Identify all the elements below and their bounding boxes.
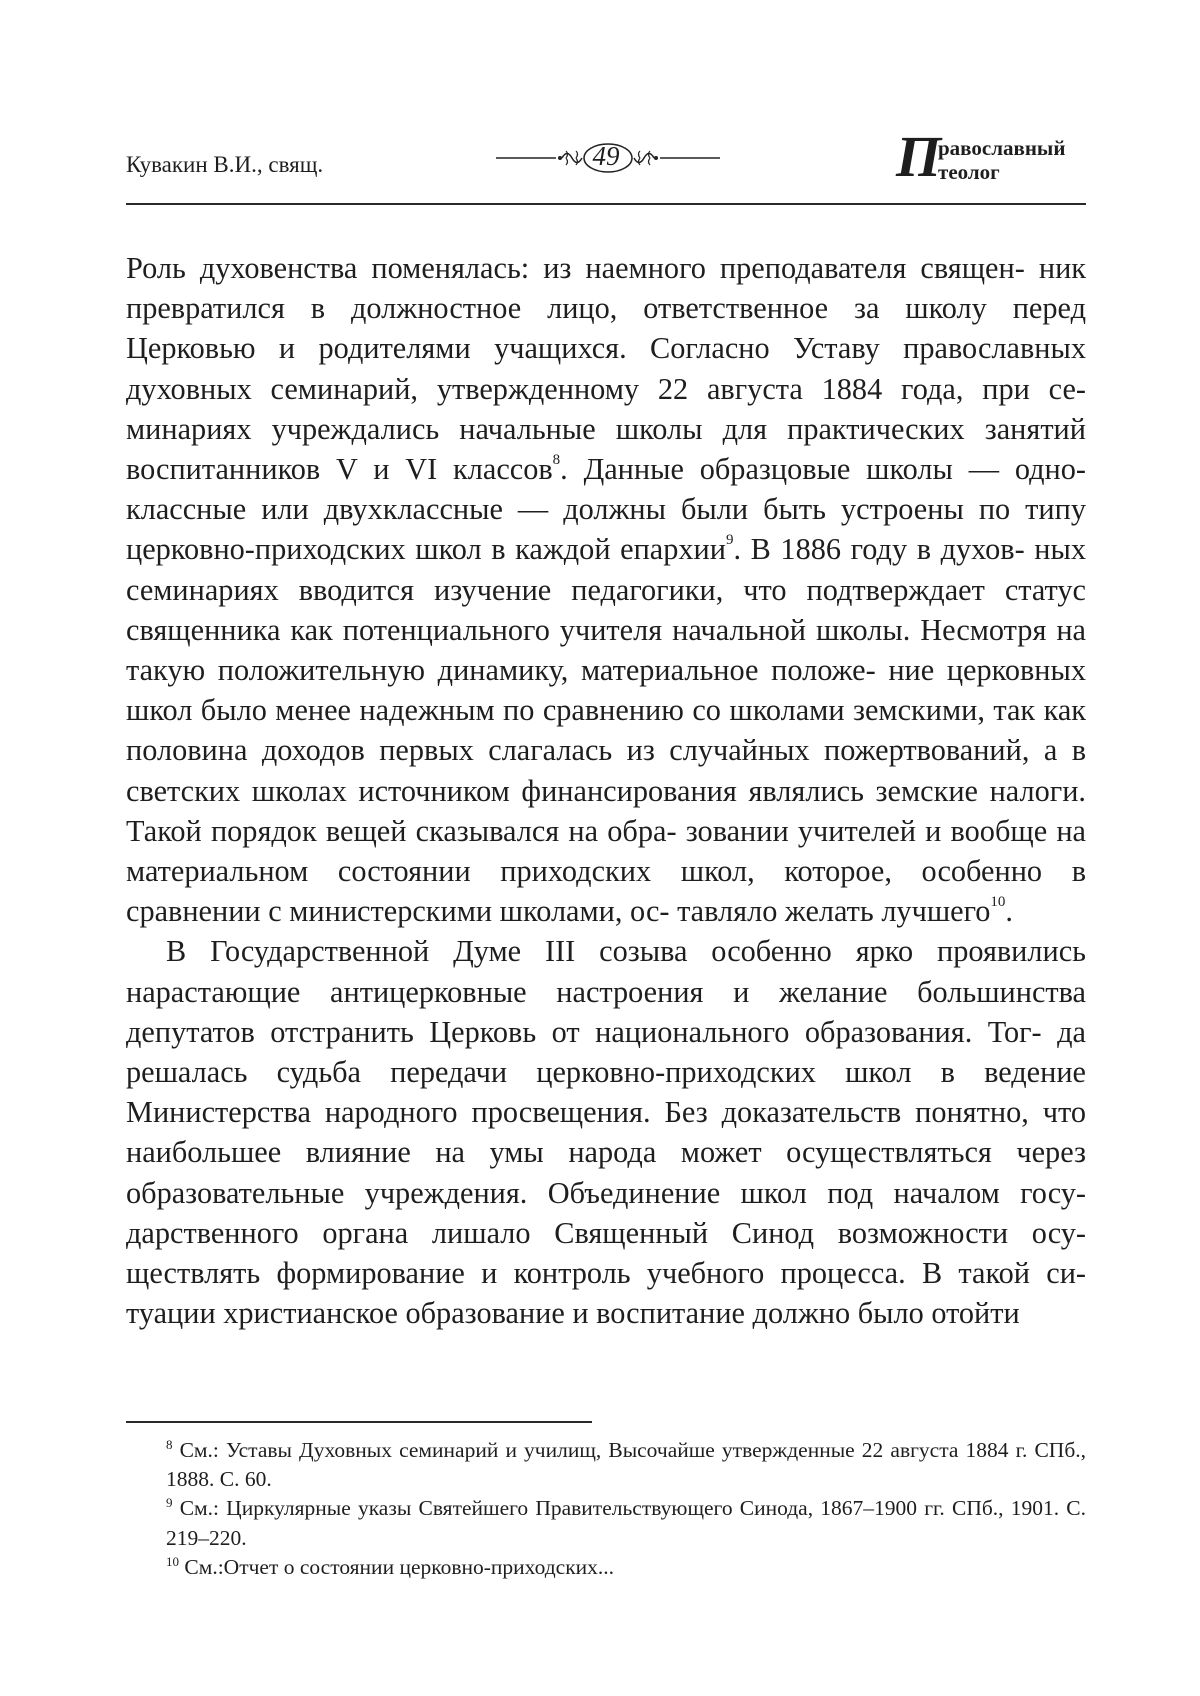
- footnote-ref-10: 10: [990, 894, 1006, 911]
- page-number: 49: [592, 141, 620, 171]
- footnote-rule: [126, 1421, 592, 1423]
- article-body: [126, 248, 1086, 1333]
- footnote-ref-8: 8: [552, 451, 561, 468]
- footnote-10: $^{10}$ См.:Отчет о состоянии церковно-приходских...: [166, 1553, 615, 1579]
- logo-line-2: теолог: [938, 160, 1000, 184]
- page-header: [126, 124, 1086, 208]
- logo-line-1: равославный: [938, 136, 1066, 160]
- footnote-ref-9: 9: [725, 532, 734, 549]
- running-head-author: Кувакин В.И., свящ.: [126, 152, 324, 177]
- paragraph-1: Роль духовенства поменялась: из наемного преподавателя священ- ник превратился в должностное лицо, ответственное за школу перед Церковью и родителями учащихся. Согласно Уставу православных духовных семинарий, утвержденному 22 августа 1884 года, при се- минариях учреждались начальные школы для практических занятий воспитанников V и VI классов$^8$. Данные образцовые школы — одно- классные или двухклассные — должны были быть устроены по типу церковно-приходских школ в каждой епархии$^9$. В 1886 году в духов- ных семинариях вводится изучение педагогики, что подтверждает статус священника как потенциального учителя начальной школы. Несмотря на такую положительную динамику, материальное положе- ние церковных школ было менее надежным по сравнению со школами земскими, так как половина доходов первых слагалась из случайных пожертвований, а в светских школах источником финансирования являлись земские налоги. Такой порядок вещей сказывался на обра- зовании учителей и вообще на материальном состоянии приходских школ, которое, особенно в сравнении с министерскими школами, ос- тавляло желать лучшего$^{10}$.: [126, 251, 1087, 929]
- footnotes: [126, 1436, 1086, 1582]
- header-rule: [126, 203, 1086, 205]
- paragraph-2: В Государственной Думе III созыва особенно ярко проявились нарастающие антицерковные настроения и желание большинства депутатов отстранить Церковь от национального образования. Тог- да решалась судьба передачи церковно-приходских школ в ведение Министерства народного просвещения. Без доказательств понятно, что наибольшее влияние на умы народа может осуществляться через образовательные учреждения. Объединение школ под началом госу- дарственного органа лишало Священный Синод возможности осу- ществлять формирование и контроль учебного процесса. В такой си- туации христианское образование и воспитание должно было отойти: [126, 934, 1086, 1331]
- journal-logo: [896, 124, 1086, 189]
- footnote-9: $^9$ См.: Циркулярные указы Святейшего Правительствующего Синода, 1867–1900 гг. СПб., 1901. С. 219–220.: [166, 1495, 1087, 1550]
- footnote-8: $^8$ См.: Уставы Духовных семинарий и училищ, Высочайше утвержденные 22 августа 1884 г. СПб., 1888. С. 60.: [166, 1436, 1087, 1492]
- logo-initial: П: [896, 124, 942, 189]
